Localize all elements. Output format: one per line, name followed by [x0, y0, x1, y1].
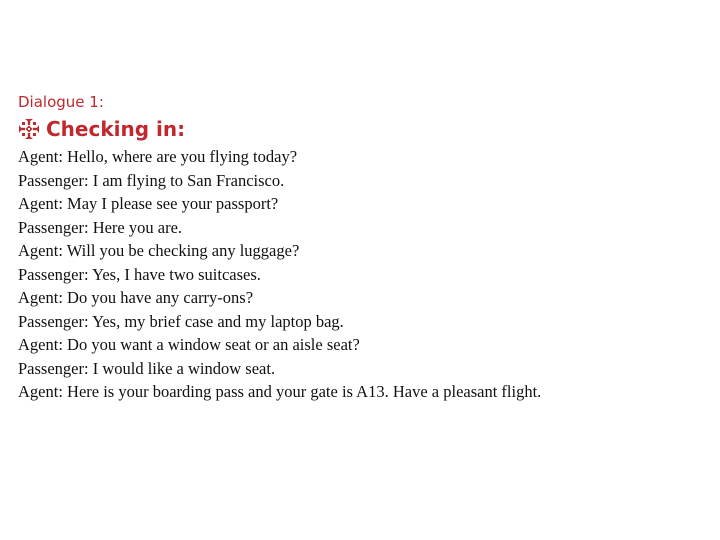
dialogue-line: Agent: Do you want a window seat or an aisle seat? [18, 335, 360, 354]
dialogue-lines [18, 145, 708, 404]
dialogue-line: Agent: Here is your boarding pass and your gate is A13. Have a pleasant flight. [18, 382, 542, 401]
dialogue-line: Agent: Hello, where are you flying today? [18, 147, 298, 166]
section-heading-text: Checking in: [46, 117, 186, 141]
dialogue-label: Dialogue 1: [18, 93, 104, 111]
dialogue-line: Agent: May I please see your passport? [18, 194, 279, 213]
dialogue-line: Passenger: I would like a window seat. [18, 358, 276, 378]
dialogue-line: Passenger: Here you are. [18, 217, 183, 237]
snowflake-bullet-icon [18, 118, 40, 140]
dialogue-line: Passenger: Yes, I have two suitcases. [18, 264, 261, 284]
section-heading [18, 114, 708, 144]
dialogue-line: Passenger: Yes, my brief case and my laptop bag. [18, 311, 344, 331]
dialogue-line: Agent: Do you have any carry-ons? [18, 288, 254, 307]
dialogue-line: Passenger: I am flying to San Francisco. [18, 170, 285, 190]
dialogue-line: Agent: Will you be checking any luggage? [18, 241, 300, 260]
slide-content [18, 90, 708, 404]
